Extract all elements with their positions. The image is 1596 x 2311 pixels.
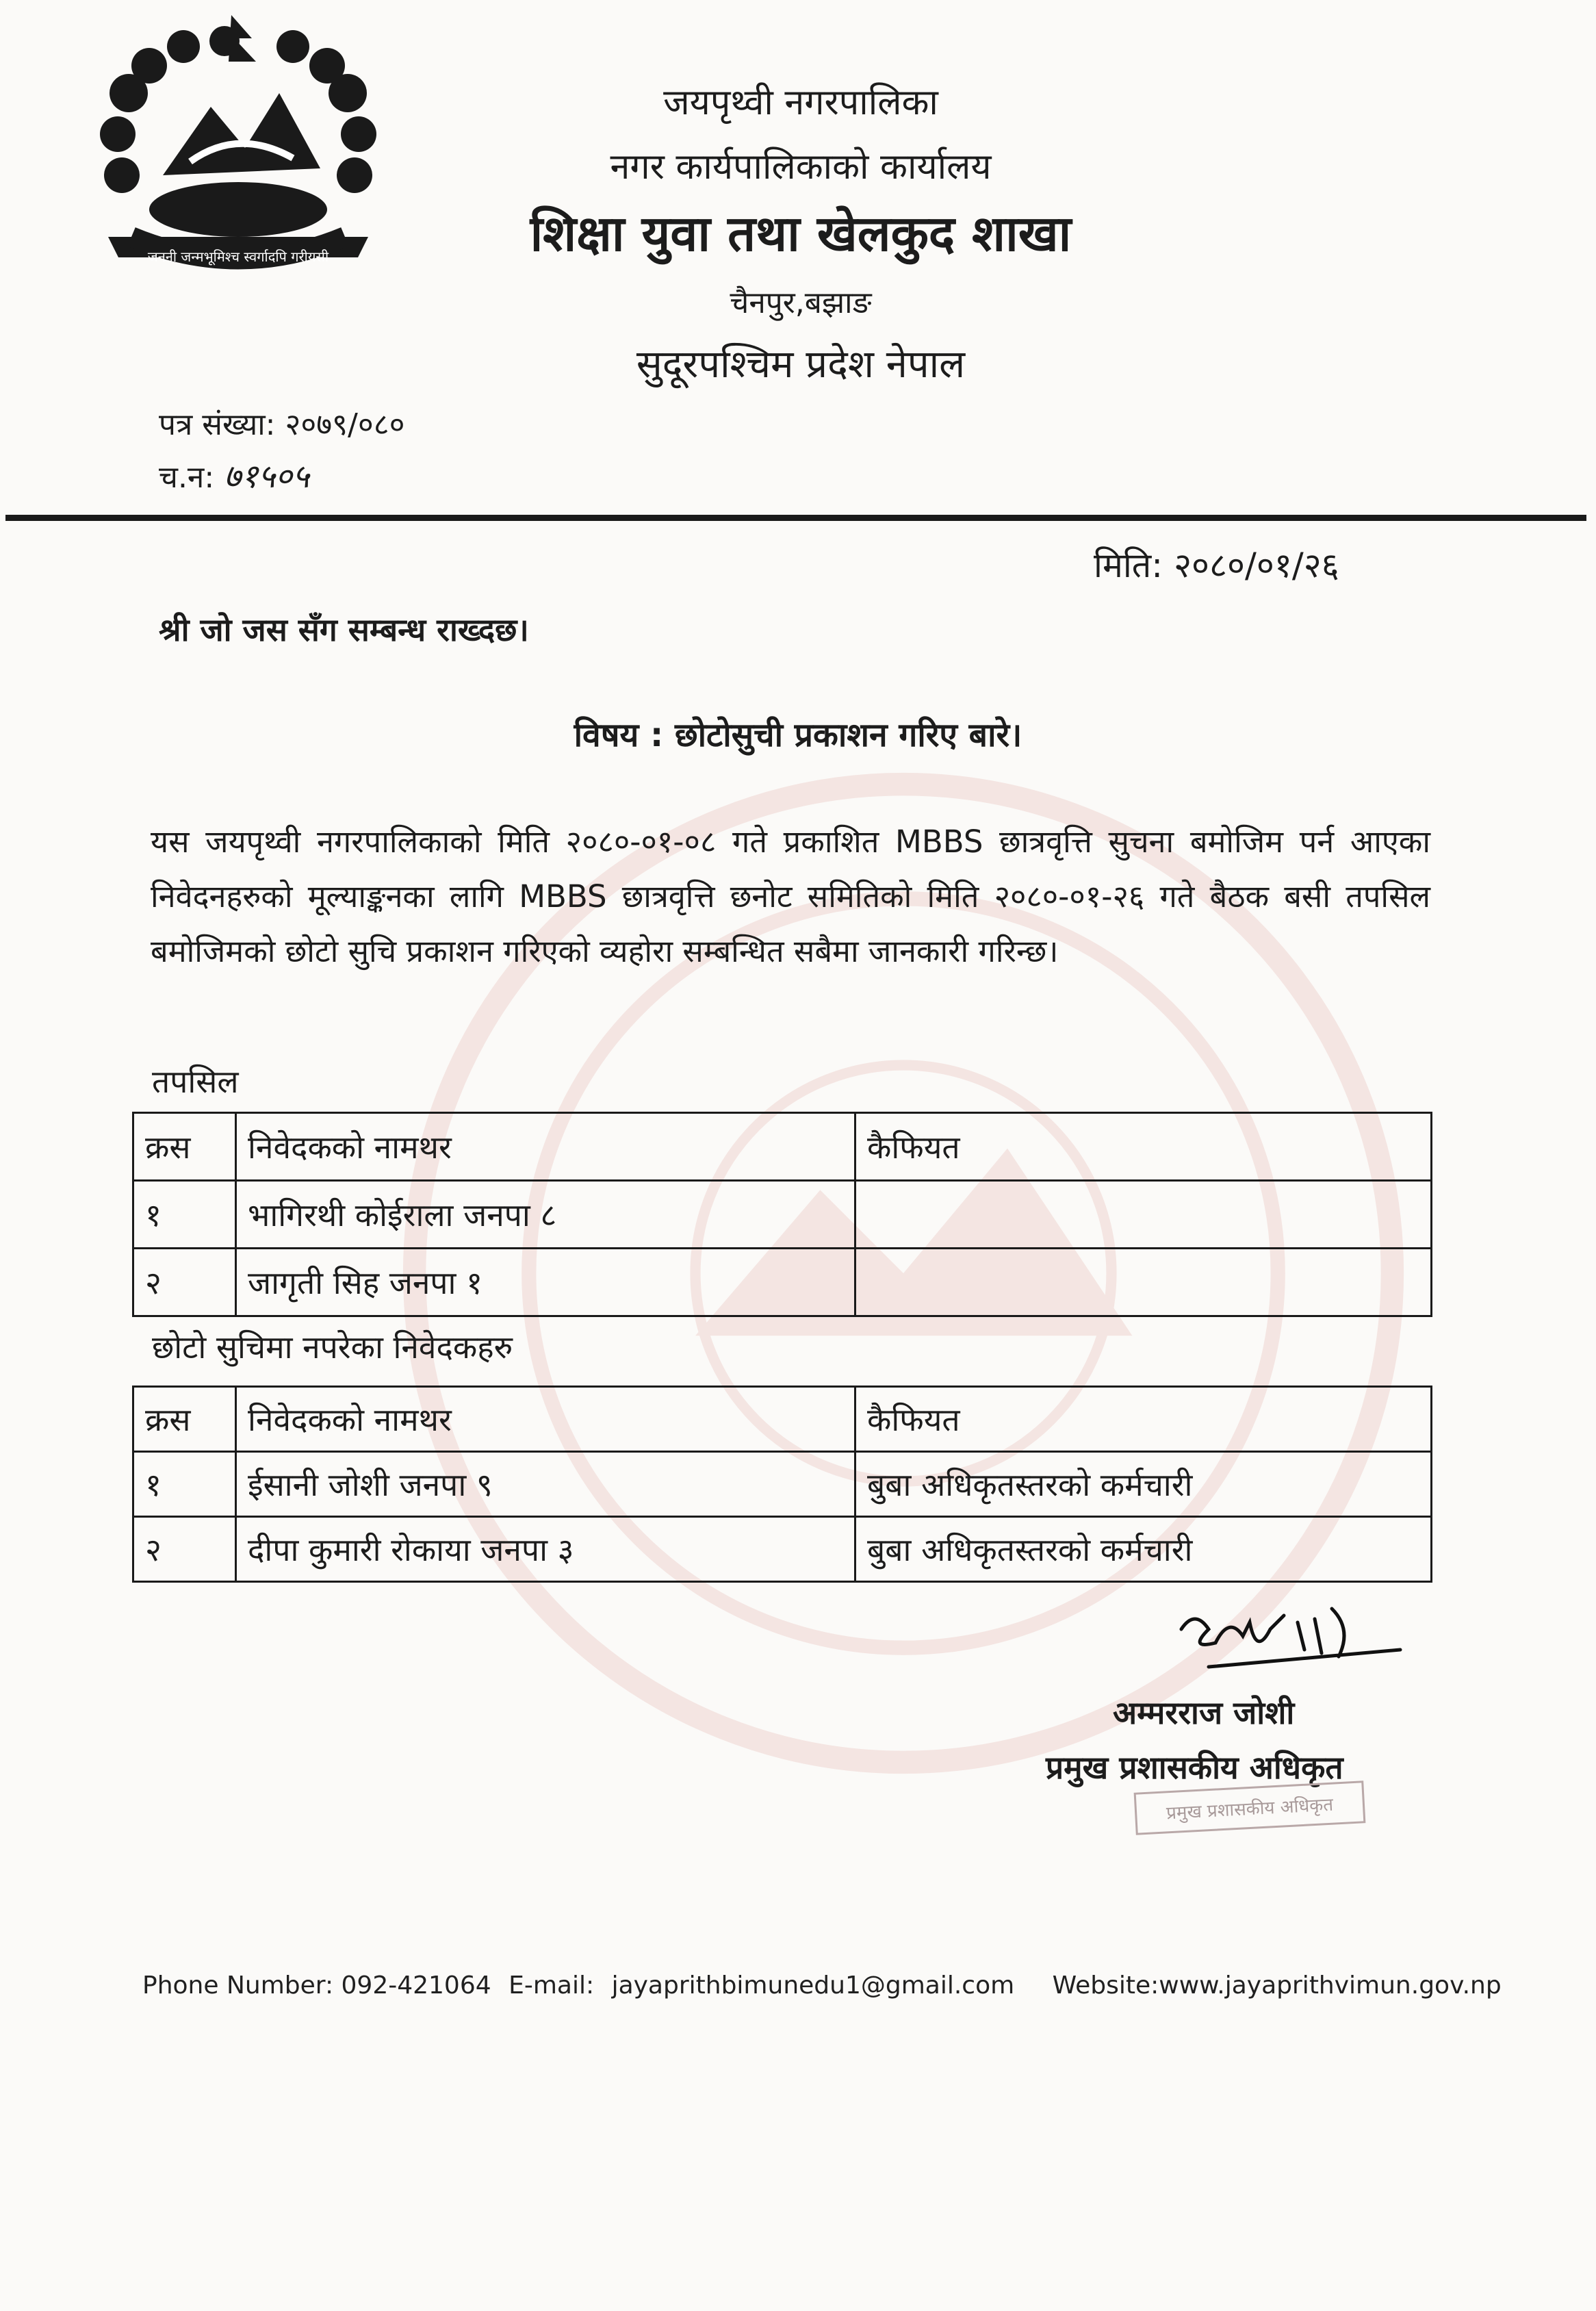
table-row — [133, 1181, 1432, 1249]
table-header-row — [133, 1113, 1432, 1181]
cell-serial: २ — [133, 1249, 236, 1316]
signatory-title: प्रमुख प्रशासकीय अधिकृत — [1046, 1749, 1343, 1786]
body-paragraph: यस जयपृथ्वी नगरपालिकाको मिति २०८०-०१-०८ गते प्रकाशित MBBS छात्रवृत्ति सुचना बमोजिम पर्न आएका निवेदनहरुको मूल्याङ्कनका लागि MBBS छात्रवृत्ति छनोट समितिको मिति २०८०-०१-२६ गते बैठक बसी तपसिल बमोजिमको छोटो सुचि प्रकाशन गरिएको व्यहोरा सम्बन्धित सबैमा जानकारी गरिन्छ। — [151, 823, 1430, 969]
footer-email[interactable]: jayaprithbimunedu1@gmail.com — [611, 1971, 1015, 2000]
office-location: चैनपुर,बझाङ — [730, 285, 872, 320]
cell-remarks: बुबा अधिकृतस्तरको कर्मचारी — [855, 1452, 1432, 1517]
municipality-name: जयपृथ्वी नगरपालिका — [663, 82, 938, 123]
svg-text:जननी जन्मभूमिश्च स्वर्गादपि गर: जननी जन्मभूमिश्च स्वर्गादपि गरीयसी — [147, 248, 329, 265]
cell-remarks — [855, 1181, 1432, 1249]
footer-phone: Phone Number: 092-421064 — [142, 1971, 491, 2000]
col-serial-header: क्रस — [133, 1113, 236, 1181]
cell-name: ईसानी जोशी जनपा ९ — [236, 1452, 855, 1517]
dispatch-number-value: ७१५०५ — [224, 457, 309, 496]
letter-date — [1094, 541, 1339, 587]
excluded-table — [132, 1386, 1432, 1583]
footer-email-label: E-mail: — [509, 1971, 595, 2000]
footer-website[interactable]: Website:www.jayaprithvimun.gov.np — [1052, 1971, 1502, 2000]
table-header-row — [133, 1387, 1432, 1452]
col-serial-header: क्रस — [133, 1387, 236, 1452]
col-name-header: निवेदकको नामथर — [236, 1387, 855, 1452]
date-value: २०८०/०१/२६ — [1174, 546, 1339, 585]
subject-line — [0, 712, 1596, 756]
office-name: नगर कार्यपालिकाको कार्यालय — [610, 146, 992, 188]
cell-name: भागिरथी कोईराला जनपा ८ — [236, 1181, 855, 1249]
section1-title: तपसिल — [152, 1063, 239, 1100]
handwritten-signature — [1168, 1602, 1407, 1677]
letter-number — [159, 403, 404, 444]
province-name: सुदूरपश्चिम प्रदेश नेपाल — [636, 342, 966, 387]
col-remarks-header: कैफियत — [855, 1113, 1432, 1181]
col-remarks-header: कैफियत — [855, 1387, 1432, 1452]
col-name-header: निवेदकको नामथर — [236, 1113, 855, 1181]
cell-serial: २ — [133, 1517, 236, 1582]
cell-serial: १ — [133, 1181, 236, 1249]
cell-remarks: बुबा अधिकृतस्तरको कर्मचारी — [855, 1517, 1432, 1582]
svg-text:प्रमुख प्रशासकीय अधिकृत: प्रमुख प्रशासकीय अधिकृत — [1166, 1794, 1334, 1824]
section2-title: छोटो सुचिमा नपरेका निवेदकहरु — [152, 1329, 513, 1366]
subject-label: विषय : — [574, 716, 664, 754]
shortlist-table — [132, 1112, 1432, 1317]
date-label: मिति: — [1094, 546, 1163, 585]
table-row — [133, 1452, 1432, 1517]
dispatch-number — [159, 453, 309, 498]
section-name: शिक्षा युवा तथा खेलकुद शाखा — [530, 205, 1072, 262]
cell-name: जागृती सिह जनपा १ — [236, 1249, 855, 1316]
table-row — [133, 1517, 1432, 1582]
cell-remarks — [855, 1249, 1432, 1316]
dispatch-number-label: च.न: — [159, 460, 215, 495]
salutation: श्री जो जस सँग सम्बन्ध राख्दछ। — [159, 611, 529, 648]
letter-number-value: २०७९/०८० — [285, 407, 405, 442]
nepal-emblem-icon — [88, 11, 389, 285]
cell-name: दीपा कुमारी रोकाया जनपा ३ — [236, 1517, 855, 1582]
header-divider — [5, 515, 1586, 521]
letter-number-label: पत्र संख्या: — [159, 407, 276, 442]
table-row — [133, 1249, 1432, 1316]
signatory-name: अम्मरराज जोशी — [1113, 1694, 1295, 1731]
cell-serial: १ — [133, 1452, 236, 1517]
contact-footer — [142, 1971, 1511, 2000]
subject-text: छोटोसुची प्रकाशन गरिए बारे। — [674, 716, 1022, 754]
